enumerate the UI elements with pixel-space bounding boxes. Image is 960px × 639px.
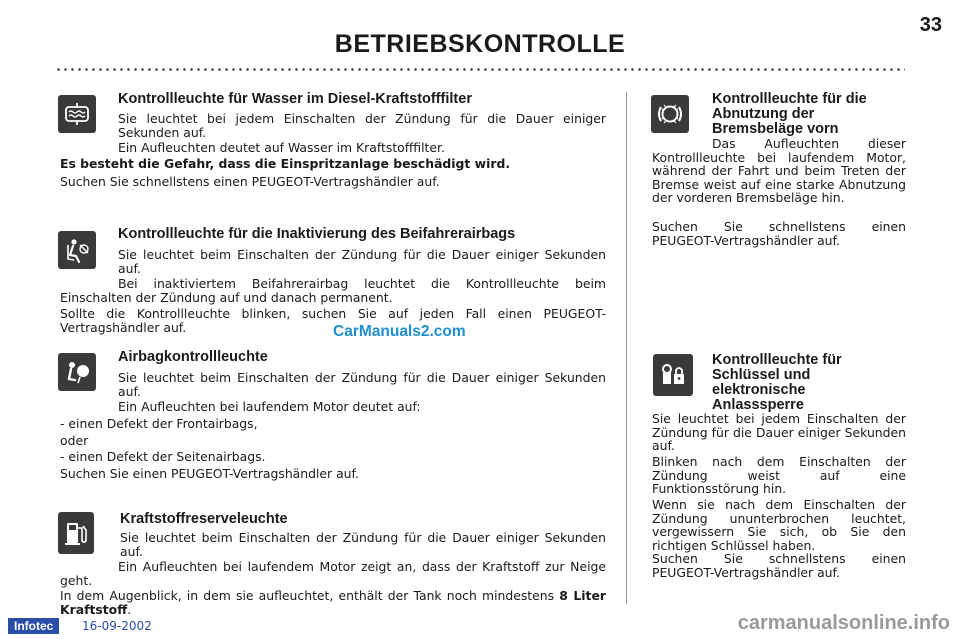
airbag-list-1: - einen Defekt der Frontairbags, xyxy=(60,416,258,431)
airbag-list-3: - einen Defekt der Seitenairbags. xyxy=(60,449,266,464)
passenger-airbag-section-title: Kontrollleuchte für die Inaktivierung des Beifahrerairbags xyxy=(118,226,516,242)
key-title-l4: Anlasssperre xyxy=(712,397,804,413)
key-title-l1: Kontrollleuchte für xyxy=(712,352,842,368)
passenger-airbag-p3: Sollte die Kontrollleuchte blinken, suchen Sie auf jeden Fall einen PEUGEOT-Vertragshändler auf. xyxy=(60,306,606,335)
fuel-p2: Ein Aufleuchten bei laufendem Motor zeigt an, dass der Kraftstoff zur Neige geht. xyxy=(60,559,606,588)
key-p1: Sie leuchtet bei jedem Einschalten der Zündung für die Dauer einiger Sekunden auf. xyxy=(652,411,906,453)
column-divider xyxy=(626,92,627,604)
fuel-p3-bold: 8 Liter Kraftstoff xyxy=(60,588,606,617)
water-p2: Ein Aufleuchten deutet auf Wasser im Kraftstofffilter. xyxy=(118,140,445,155)
key-p3: Wenn sie nach dem Einschalten der Zündung ununterbrochen leuchtet, vergewissern Sie sich, ob Sie den richtigen Schlüssel haben. xyxy=(652,497,906,553)
key-p2: Blinken nach dem Einschalten der Zündung weist auf eine Funktionsstörung hin. xyxy=(652,454,906,496)
passenger-airbag-p2: Bei inaktiviertem Beifahrerairbag leuchtet die Kontrollleuchte beim Einschalten der Zündung auf und danach permanent. xyxy=(60,276,606,305)
water-in-fuel-filter-icon xyxy=(58,95,96,133)
key-p4: Suchen Sie schnellstens einen PEUGEOT-Vertragshändler auf. xyxy=(652,551,906,580)
footer-date: 16-09-2002 xyxy=(82,619,152,633)
passenger-airbag-p1: Sie leuchtet beim Einschalten der Zündung für die Dauer einiger Sekunden auf. xyxy=(118,247,606,276)
dotted-divider xyxy=(55,68,905,71)
key-section-title xyxy=(712,353,912,413)
brake-pad-wear-icon xyxy=(651,95,689,133)
water-p1: Sie leuchtet bei jedem Einschalten der Zündung für die Dauer einiger Sekunden auf. xyxy=(118,111,606,140)
fuel-p3-end: . xyxy=(127,601,132,617)
footer-site-watermark: carmanualsonline.info xyxy=(737,612,950,634)
water-warning: Es besteht die Gefahr, dass die Einspritzanlage beschädigt wird. xyxy=(60,156,511,171)
key-title-l2: Schlüssel und xyxy=(712,367,811,383)
key-immobiliser-icon xyxy=(653,354,693,396)
airbag-section-title: Airbagkontrollleuchte xyxy=(118,349,268,365)
airbag-p1: Sie leuchtet beim Einschalten der Zündung für die Dauer einiger Sekunden auf. xyxy=(118,370,606,399)
brake-title-l2: Abnutzung der xyxy=(712,106,815,122)
water-section-title: Kontrollleuchte für Wasser im Diesel-Kraftstofffilter xyxy=(118,91,472,107)
fuel-pump-icon xyxy=(58,512,94,554)
fuel-section-title: Kraftstoffreserveleuchte xyxy=(120,511,288,527)
brake-title-l3: Bremsbeläge vorn xyxy=(712,121,839,137)
brake-section-title xyxy=(712,92,912,137)
brake-title-l1: Kontrollleuchte für die xyxy=(712,91,867,107)
brake-p1: Das Aufleuchten dieser Kontrollleuchte bei laufendem Motor, während der Fahrt und beim Treten der Bremse weist auf eine starke Abnutzung der vorderen Bremsbeläge hin. xyxy=(652,136,906,205)
airbag-list-2: oder xyxy=(60,433,89,448)
key-title-l3: elektronische xyxy=(712,382,806,398)
watermark-text: CarManuals2.com xyxy=(333,323,466,340)
passenger-airbag-off-icon xyxy=(58,231,96,269)
fuel-p3-text: In dem Augenblick, in dem sie aufleuchtet, enthält der Tank noch mindestens xyxy=(60,588,555,603)
brake-p2: Suchen Sie schnellstens einen PEUGEOT-Vertragshändler auf. xyxy=(652,219,906,248)
page-number: 33 xyxy=(919,14,942,36)
fuel-p1: Sie leuchtet beim Einschalten der Zündung für die Dauer einiger Sekunden auf. xyxy=(120,530,606,559)
airbag-p2: Ein Aufleuchten bei laufendem Motor deutet auf: xyxy=(118,399,421,414)
page-title: BETRIEBSKONTROLLE xyxy=(334,30,626,58)
fuel-p3 xyxy=(60,589,606,616)
airbag-p3: Suchen Sie einen PEUGEOT-Vertragshändler auf. xyxy=(60,466,359,481)
infotec-badge: Infotec xyxy=(8,618,59,634)
airbag-icon xyxy=(58,353,96,391)
water-p3: Suchen Sie schnellstens einen PEUGEOT-Vertragshändler auf. xyxy=(60,174,440,189)
